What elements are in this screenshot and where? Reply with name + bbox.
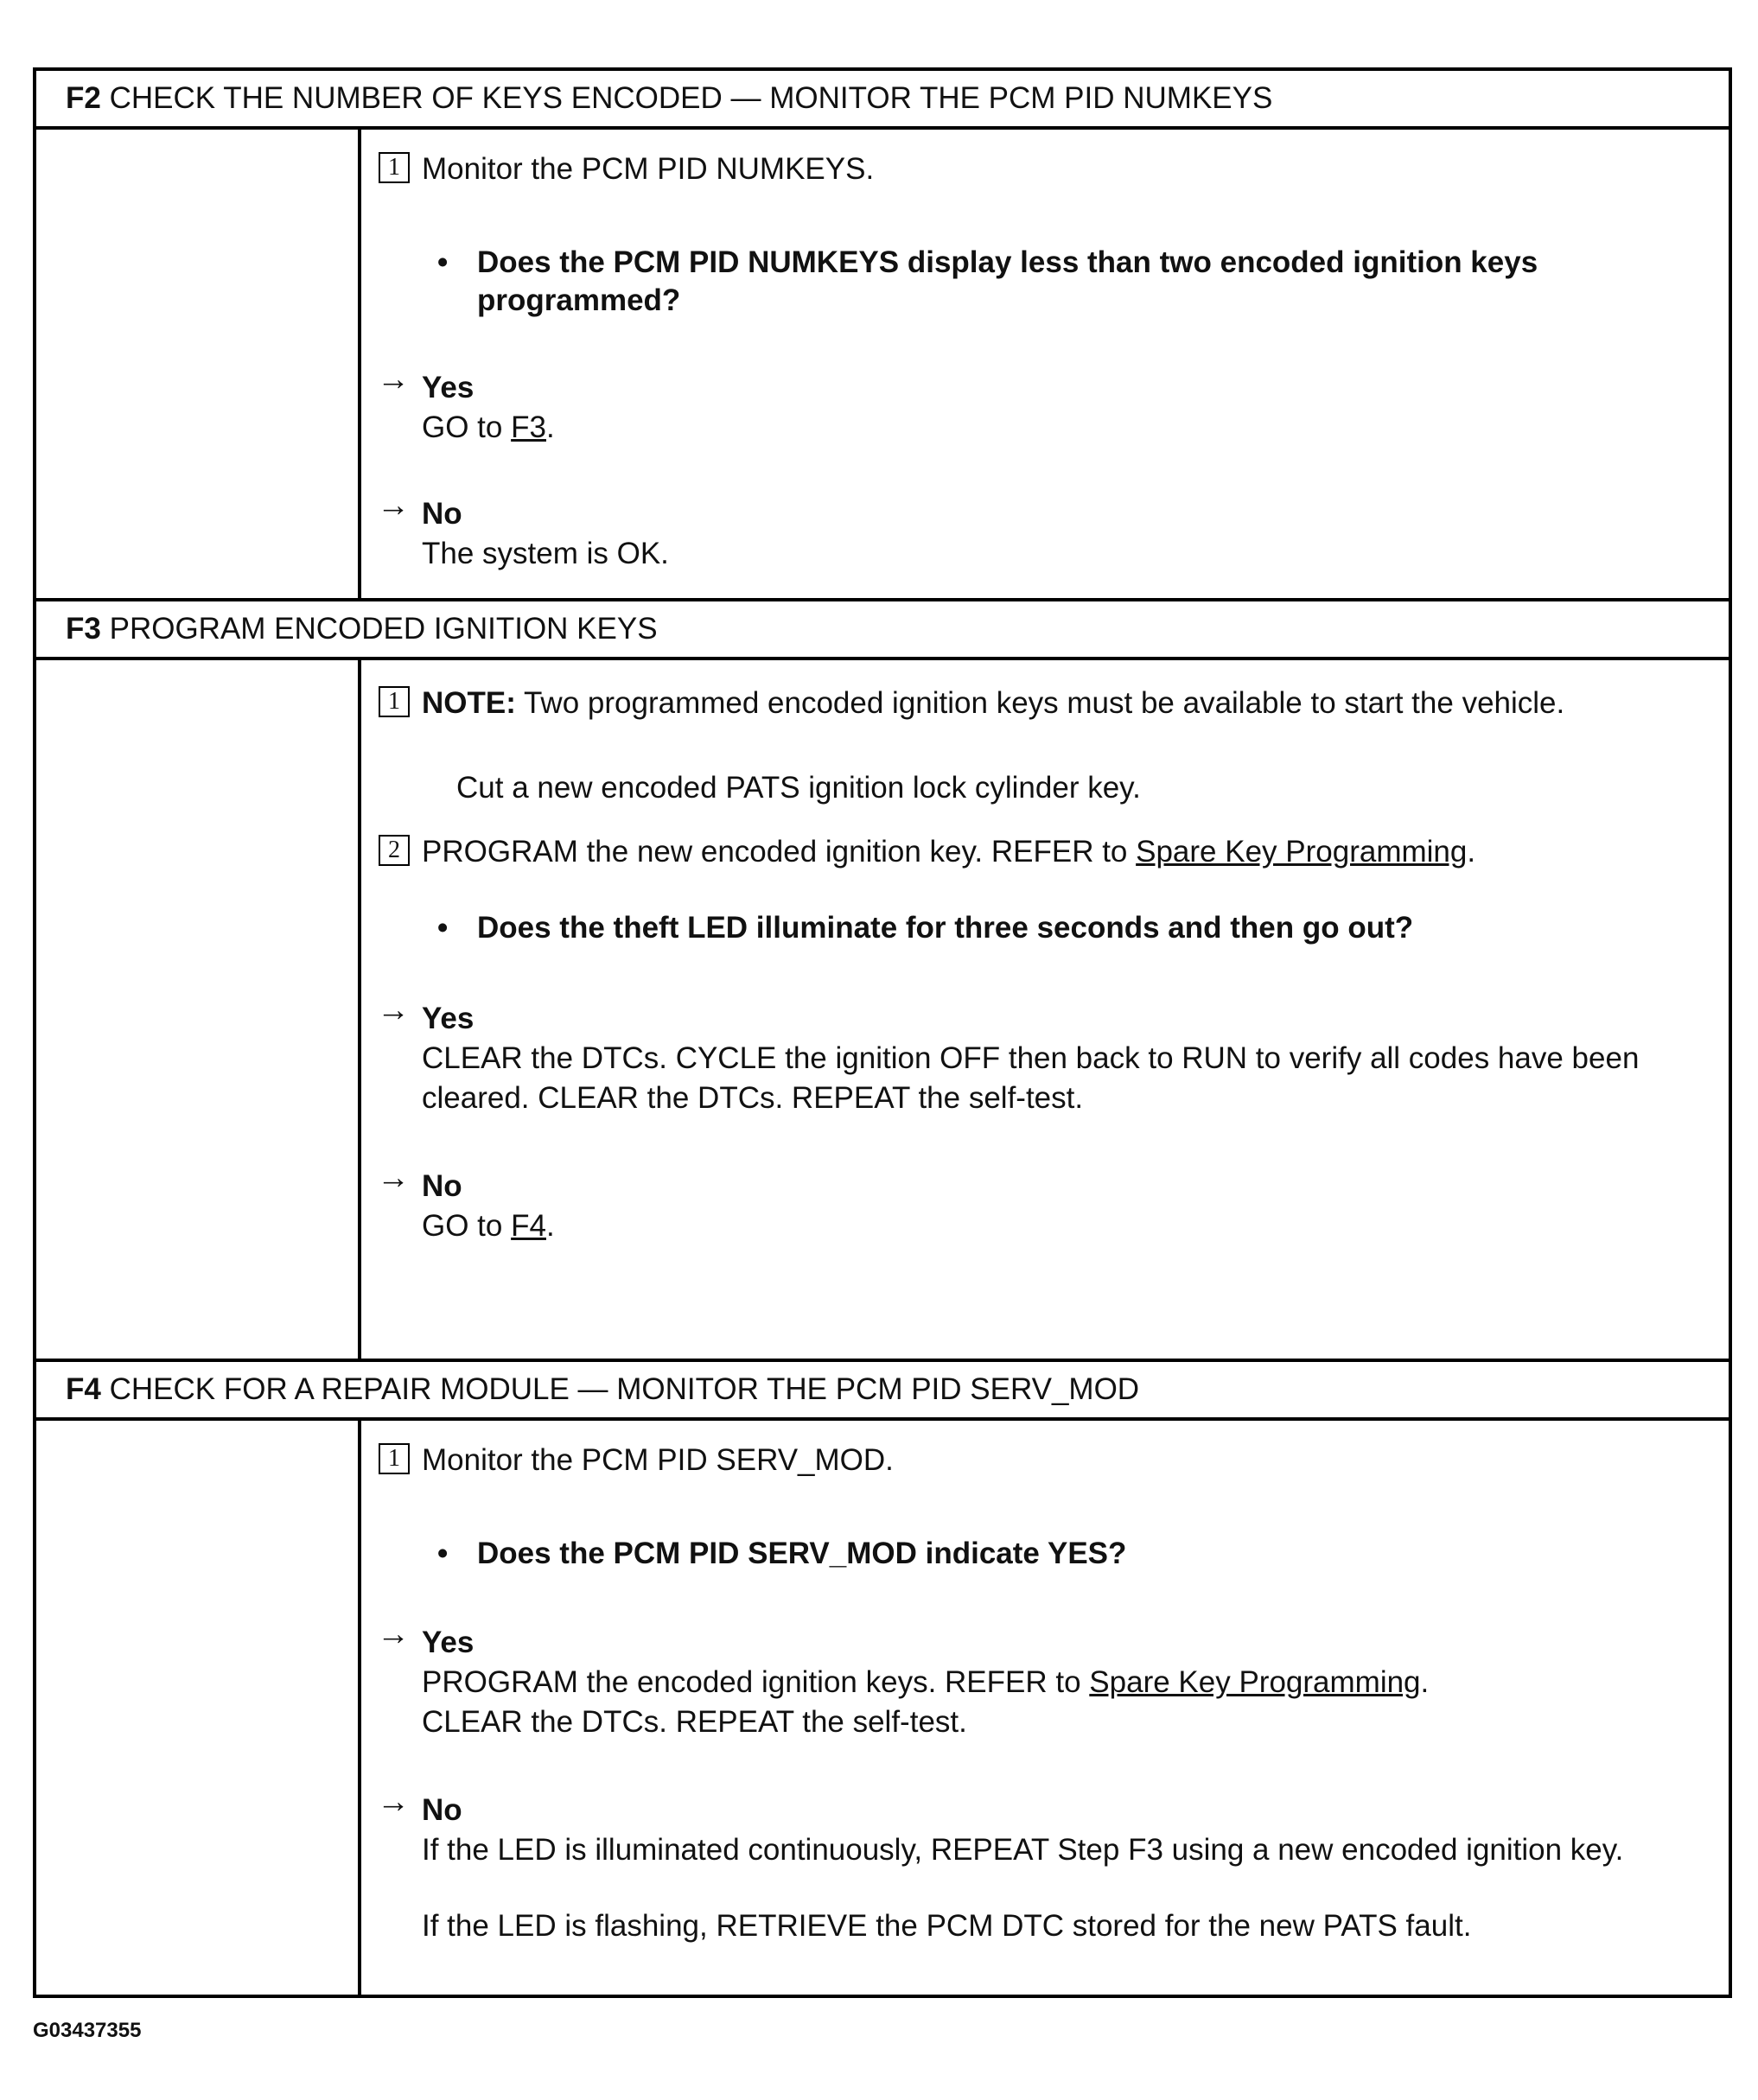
f2-step-1-text: Monitor the PCM PID NUMKEYS.	[422, 152, 875, 186]
f3-step-2: 2 PROGRAM the new encoded ignition key. REFER to Spare Key Programming.	[361, 833, 1729, 871]
f3-content	[361, 660, 1729, 1359]
f2-header	[36, 71, 1729, 130]
f4-step-1-text: Monitor the PCM PID SERV_MOD.	[422, 1443, 894, 1477]
bullet-icon: •	[437, 245, 449, 279]
f3-left-column	[36, 660, 361, 1359]
step-number-box: 1	[379, 686, 410, 717]
f4-left-column	[36, 1421, 361, 1995]
f2-title: CHECK THE NUMBER OF KEYS ENCODED — MONITOR THE PCM PID NUMKEYS	[109, 81, 1273, 115]
f3-step-2-text: PROGRAM the new encoded ignition key. REFER to	[422, 835, 1128, 869]
f3-no-branch: → No GO to F4.	[361, 1167, 1729, 1246]
f2-question	[361, 244, 1729, 320]
f4-no-branch	[361, 1784, 1729, 1946]
f4-title: CHECK FOR A REPAIR MODULE — MONITOR THE PCM PID SERV_MOD	[109, 1372, 1140, 1406]
f4-header	[36, 1362, 1729, 1421]
arrow-right-icon: →	[377, 361, 410, 398]
f2-yes-text: GO to	[422, 410, 503, 444]
f3-no-link[interactable]: F4	[511, 1209, 546, 1243]
f3-section	[36, 660, 1729, 1362]
f3-step-2-link[interactable]: Spare Key Programming	[1136, 835, 1468, 869]
diagnostic-table	[33, 67, 1732, 1998]
f3-note-text: Two programmed encoded ignition keys must be available to start the vehicle.	[523, 686, 1565, 720]
f3-question	[361, 909, 1729, 947]
bullet-icon: •	[437, 911, 449, 945]
f4-yes-link[interactable]: Spare Key Programming	[1089, 1665, 1421, 1699]
f3-title: PROGRAM ENCODED IGNITION KEYS	[109, 612, 658, 646]
f3-note-label: NOTE:	[422, 686, 516, 720]
f3-question-text: Does the theft LED illuminate for three seconds and then go out?	[477, 911, 1414, 945]
f4-question-text: Does the PCM PID SERV_MOD indicate YES?	[477, 1537, 1127, 1570]
f2-section	[36, 130, 1729, 601]
f4-yes-text-2: CLEAR the DTCs. REPEAT the self-test.	[422, 1705, 967, 1739]
f2-content	[361, 130, 1729, 598]
f3-id: F3	[66, 612, 101, 646]
f2-id: F2	[66, 81, 101, 115]
f3-yes-branch	[361, 992, 1729, 1118]
f4-no-label: No	[422, 1793, 462, 1827]
f4-no-text-2: If the LED is flashing, RETRIEVE the PCM DTC stored for the new PATS fault.	[422, 1909, 1472, 1943]
arrow-right-icon: →	[377, 1616, 410, 1652]
f2-no-text: The system is OK.	[422, 537, 669, 570]
f3-no-text: GO to	[422, 1209, 503, 1243]
f4-section	[36, 1421, 1729, 1995]
step-number-box: 1	[379, 152, 410, 183]
f2-step-1	[361, 150, 1729, 188]
f4-content	[361, 1421, 1729, 1995]
arrow-right-icon: →	[377, 1160, 410, 1196]
f2-yes-branch: → Yes GO to F3.	[361, 368, 1729, 448]
f4-yes-text: PROGRAM the encoded ignition keys. REFER to	[422, 1665, 1081, 1699]
f4-step-1	[361, 1441, 1729, 1480]
bullet-icon: •	[437, 1537, 449, 1570]
figure-id: G03437355	[33, 2019, 142, 2042]
step-number-box: 2	[379, 835, 410, 866]
f4-id: F4	[66, 1372, 101, 1406]
f3-yes-text: CLEAR the DTCs. CYCLE the ignition OFF then back to RUN to verify all codes have been cleared. CLEAR the DTCs. REPEAT the self-test.	[422, 1041, 1640, 1115]
f2-no-label: No	[422, 497, 462, 531]
f4-question	[361, 1535, 1729, 1573]
f2-yes-link[interactable]: F3	[511, 410, 546, 444]
f2-left-column	[36, 130, 361, 598]
f3-no-label: No	[422, 1169, 462, 1203]
f3-header	[36, 601, 1729, 660]
f2-question-text: Does the PCM PID NUMKEYS display less than two encoded ignition keys programmed?	[477, 245, 1538, 317]
f4-yes-label: Yes	[422, 1626, 475, 1659]
arrow-right-icon: →	[377, 1784, 410, 1820]
step-number-box: 1	[379, 1443, 410, 1474]
arrow-right-icon: →	[377, 992, 410, 1028]
f3-yes-label: Yes	[422, 1002, 475, 1035]
arrow-right-icon: →	[377, 487, 410, 524]
f3-step-1-action: Cut a new encoded PATS ignition lock cylinder key.	[456, 771, 1141, 805]
f4-yes-branch: → Yes PROGRAM the encoded ignition keys. REFER to Spare Key Programming. CLEAR the DTCs. REPEAT the self-test.	[361, 1623, 1729, 1742]
f2-no-branch	[361, 487, 1729, 574]
f4-no-text-1: If the LED is illuminated continuously, REPEAT Step F3 using a new encoded ignition key.	[422, 1833, 1624, 1867]
f2-yes-label: Yes	[422, 371, 475, 404]
f3-step-1	[361, 684, 1729, 722]
